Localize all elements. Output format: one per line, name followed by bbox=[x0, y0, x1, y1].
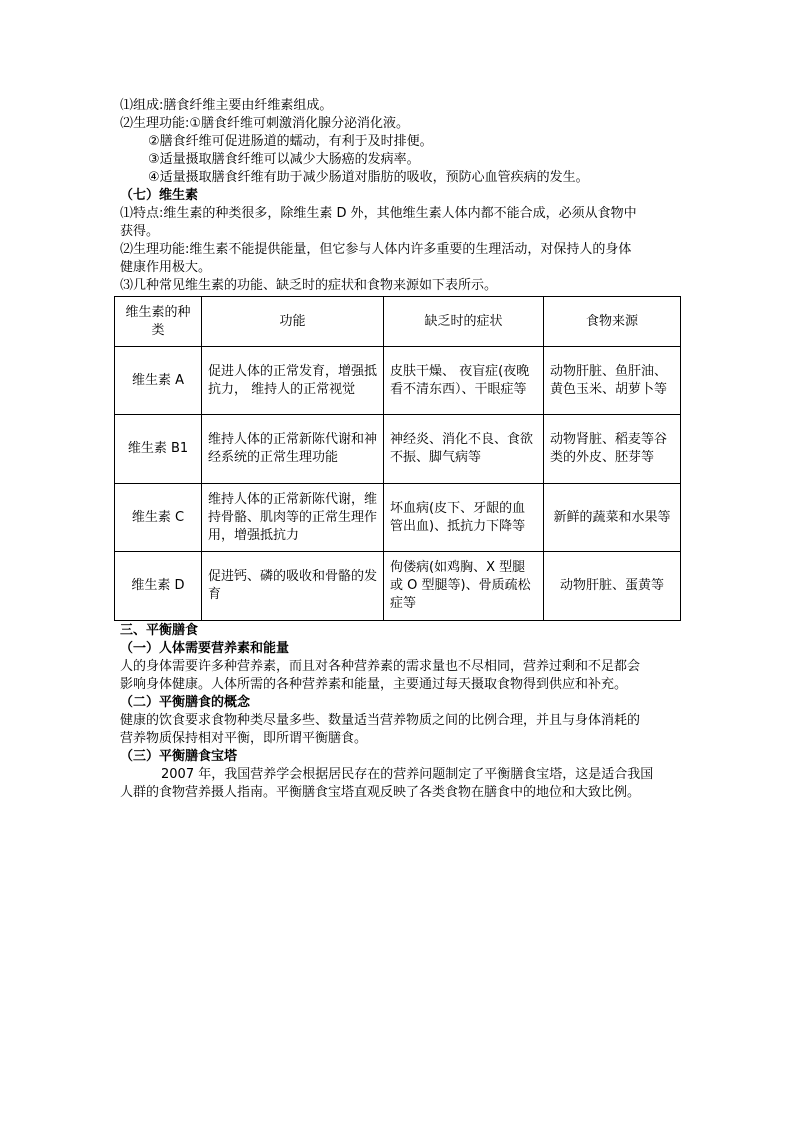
vitamin-function: 维持人体的正常新陈代谢，维持骨骼、肌肉等的正常生理作用，增强抵抗力 bbox=[202, 484, 384, 552]
table-row bbox=[115, 347, 681, 415]
vitamin-table bbox=[114, 296, 681, 621]
header-symptoms: 缺乏时的症状 bbox=[384, 297, 544, 347]
vitamin-heading: （七）维生素 bbox=[120, 188, 199, 203]
section-2-line2: 营养物质保持相对平衡，即所谓平衡膳食。 bbox=[120, 731, 368, 746]
vitamin-symptoms: 坏血病(皮下、牙龈的血管出血)、抵抗力下降等 bbox=[384, 484, 544, 552]
vitamin-feature-line1: ⑴特点:维生素的种类很多，除维生素 D 外，其他维生素人体内都不能合成，必须从食物中 bbox=[120, 206, 637, 221]
vitamin-feature-line2: 获得。 bbox=[120, 224, 160, 239]
table-row bbox=[115, 484, 681, 552]
vitamin-sources: 动物肝脏、蛋黄等 bbox=[544, 552, 681, 621]
section-1-heading: （一）人体需要营养素和能量 bbox=[120, 641, 290, 656]
fiber-function-1: ⑵生理功能:①膳食纤维可刺激消化腺分泌消化液。 bbox=[120, 116, 410, 131]
vitamin-symptoms: 皮肤干燥、 夜盲症(夜晚看不清东西）、干眼症等 bbox=[384, 347, 544, 415]
section-3-line1: 2007 年，我国营养学会根据居民存在的营养问题制定了平衡膳食宝塔，这是适合我国 bbox=[161, 767, 654, 782]
vitamin-symptoms: 佝偻病(如鸡胸、X 型腿或 O 型腿等)、骨质疏松症等 bbox=[384, 552, 544, 621]
vitamin-function: 促进人体的正常发育，增强抵抗力， 维持人的正常视觉 bbox=[202, 347, 384, 415]
section-3-line2: 人群的食物营养摄人指南。平衡膳食宝塔直观反映了各类食物在膳食中的地位和大致比例。 bbox=[120, 785, 641, 800]
vitamin-name: 维生素 D bbox=[115, 552, 202, 621]
fiber-function-2: ②膳食纤维可促进肠道的蠕动，有利于及时排便。 bbox=[148, 134, 433, 149]
vitamin-table-intro: ⑶几种常见维生素的功能、缺乏时的症状和食物来源如下表所示。 bbox=[120, 278, 498, 293]
vitamin-function: 促进钙、磷的吸收和骨骼的发育 bbox=[202, 552, 384, 621]
vitamin-name: 维生素 A bbox=[115, 347, 202, 415]
table-row bbox=[115, 552, 681, 621]
vitamin-sources: 动物肾脏、稻麦等谷类的外皮、胚芽等 bbox=[544, 415, 681, 484]
fiber-composition: ⑴组成:膳食纤维主要由纤维素组成。 bbox=[120, 98, 333, 113]
header-type: 维生素的种类 bbox=[115, 297, 202, 347]
header-function: 功能 bbox=[202, 297, 384, 347]
table-header-row bbox=[115, 297, 681, 347]
fiber-function-3: ③适量摄取膳食纤维可以减少大肠癌的发病率。 bbox=[148, 152, 420, 167]
section-2-line1: 健康的饮食要求食物种类尽量多些、数量适当营养物质之间的比例合理，并且与身体消耗的 bbox=[120, 713, 641, 728]
section-1-line2: 影响身体健康。人体所需的各种营养素和能量，主要通过每天摄取食物得到供应和补充。 bbox=[120, 677, 628, 692]
header-sources: 食物来源 bbox=[544, 297, 681, 347]
section-2-heading: （二）平衡膳食的概念 bbox=[120, 695, 251, 710]
vitamin-symptoms: 神经炎、消化不良、食欲不振、脚气病等 bbox=[384, 415, 544, 484]
table-row bbox=[115, 415, 681, 484]
balanced-diet-title: 三、平衡膳食 bbox=[120, 623, 199, 638]
fiber-function-4: ④适量摄取膳食纤维有助于减少肠道对脂肪的吸收，预防心血管疾病的发生。 bbox=[148, 170, 589, 185]
vitamin-function-line2: 健康作用极大。 bbox=[120, 260, 212, 275]
vitamin-function-line1: ⑵生理功能:维生素不能提供能量，但它参与人体内许多重要的生理活动，对保持人的身体 bbox=[120, 242, 632, 257]
vitamin-sources: 新鲜的蔬菜和水果等 bbox=[544, 484, 681, 552]
vitamin-name: 维生素 C bbox=[115, 484, 202, 552]
vitamin-function: 维持人体的正常新陈代谢和神经系统的正常生理功能 bbox=[202, 415, 384, 484]
vitamin-sources: 动物肝脏、鱼肝油、黄色玉米、胡萝卜等 bbox=[544, 347, 681, 415]
vitamin-name: 维生素 B1 bbox=[115, 415, 202, 484]
section-1-line1: 人的身体需要许多种营养素，而且对各种营养素的需求量也不尽相同，营养过剩和不足都会 bbox=[120, 659, 641, 674]
section-3-heading: （三）平衡膳食宝塔 bbox=[120, 749, 238, 764]
